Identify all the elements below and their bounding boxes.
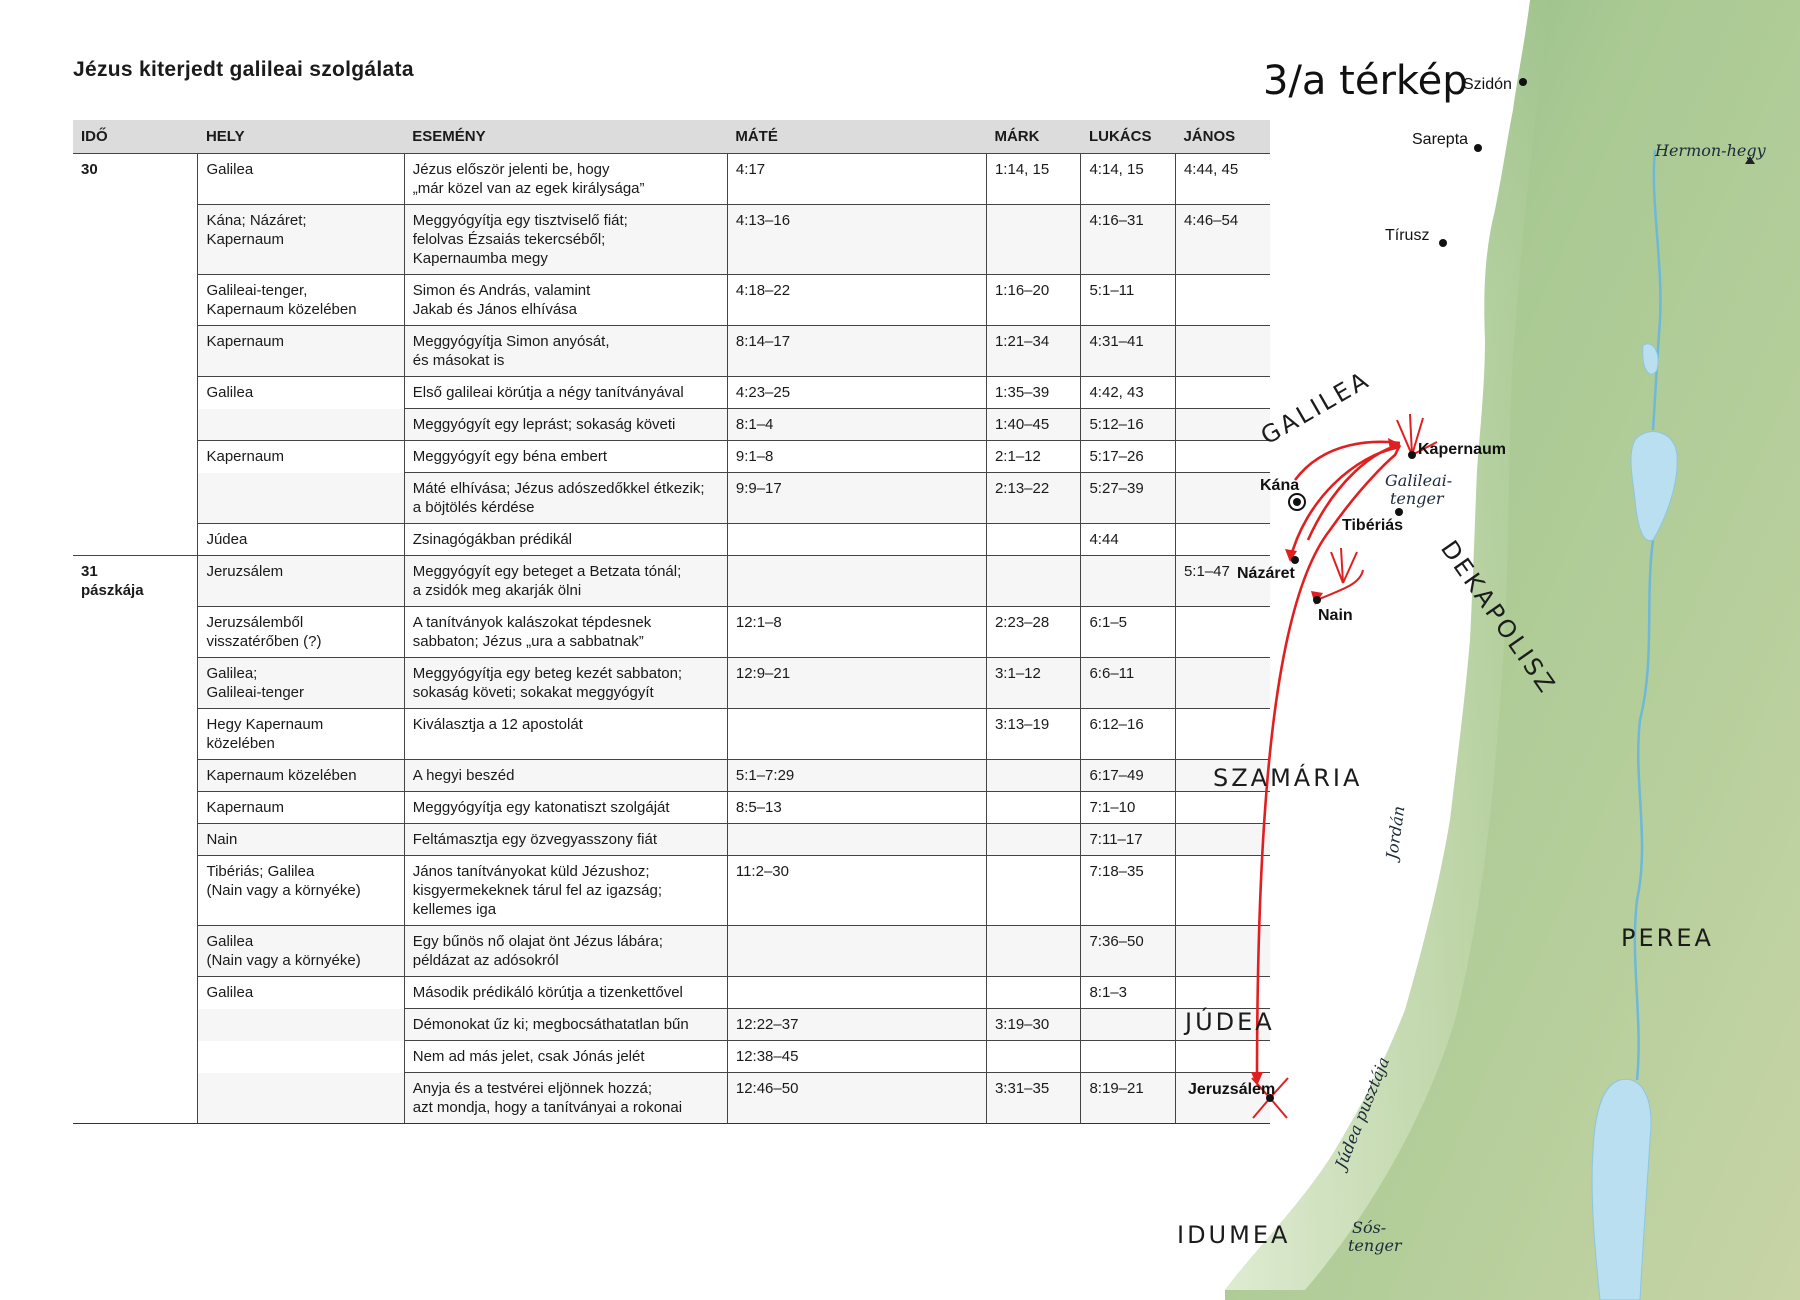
- cell-lukacs: [1081, 556, 1176, 607]
- cell-mate: 8:1–4: [727, 409, 986, 441]
- cell-mate: [727, 524, 986, 556]
- cell-mark: 1:16–20: [986, 275, 1081, 326]
- table-row: [73, 154, 1270, 205]
- table-header-row: [73, 120, 1270, 154]
- header-mate: MÁTÉ: [727, 120, 986, 154]
- cell-event: Zsinagógákban prédikál: [404, 524, 727, 556]
- cell-time: [73, 441, 198, 473]
- region-idumea: IDUMEA: [1177, 1221, 1291, 1249]
- label-hermon: Hermon-hegy: [1655, 141, 1766, 160]
- cell-mate: 12:9–21: [727, 658, 986, 709]
- cell-mark: 2:1–12: [986, 441, 1081, 473]
- table-row: [73, 326, 1270, 377]
- cell-mate: [727, 977, 986, 1009]
- cell-time: [73, 824, 198, 856]
- label-galilee-sea-1: Galileai-: [1385, 471, 1453, 490]
- table-row: [73, 856, 1270, 926]
- cell-mark: 3:13–19: [986, 709, 1081, 760]
- cell-mark: [986, 856, 1081, 926]
- cell-mate: 8:14–17: [727, 326, 986, 377]
- label-sarepta: Sarepta: [1412, 131, 1469, 148]
- dot-kapernaum: [1408, 451, 1416, 459]
- cell-event: Meggyógyítja egy tisztviselő fiát; felolvas Ézsaiás tekercséből; Kapernaumba megy: [404, 205, 727, 275]
- header-mark: MÁRK: [986, 120, 1081, 154]
- cell-time: [73, 709, 198, 760]
- cell-place: Galileai-tenger, Kapernaum közelében: [198, 275, 404, 326]
- cell-event: Meggyógyítja egy beteg kezét sabbaton; sokaság követi; sokakat meggyógyít: [404, 658, 727, 709]
- page-title: Jézus kiterjedt galileai szolgálata: [73, 58, 414, 81]
- cell-mate: 5:1–7:29: [727, 760, 986, 792]
- cell-lukacs: 7:11–17: [1081, 824, 1176, 856]
- label-kana: Kána: [1260, 477, 1300, 494]
- cell-place: Galilea: [198, 154, 404, 205]
- table-row: [73, 473, 1270, 524]
- cell-lukacs: 7:36–50: [1081, 926, 1176, 977]
- cell-mate: 4:13–16: [727, 205, 986, 275]
- dot-sarepta: [1474, 144, 1482, 152]
- cell-event: Meggyógyít egy leprást; sokaság követi: [404, 409, 727, 441]
- cell-mark: [986, 760, 1081, 792]
- table-row: [73, 409, 1270, 441]
- cell-lukacs: 6:12–16: [1081, 709, 1176, 760]
- cell-mate: 12:46–50: [727, 1073, 986, 1124]
- cell-lukacs: 6:6–11: [1081, 658, 1176, 709]
- cell-mark: [986, 926, 1081, 977]
- cell-place: Kapernaum közelében: [198, 760, 404, 792]
- cell-event: Simon és András, valamint Jakab és János elhívása: [404, 275, 727, 326]
- dot-nain: [1313, 596, 1321, 604]
- cell-place: [198, 1009, 404, 1041]
- cell-time: 30: [73, 154, 198, 205]
- cell-time: [73, 326, 198, 377]
- cell-mate: 12:38–45: [727, 1041, 986, 1073]
- region-perea: PEREA: [1621, 924, 1714, 952]
- label-nain: Nain: [1318, 607, 1353, 624]
- cell-lukacs: 5:12–16: [1081, 409, 1176, 441]
- cell-janos: 5:1–47: [1175, 556, 1270, 607]
- cell-event: Nem ad más jelet, csak Jónás jelét: [404, 1041, 727, 1073]
- cell-place: Hegy Kapernaum közelében: [198, 709, 404, 760]
- cell-janos: 4:46–54: [1175, 205, 1270, 275]
- label-nazaret: Názáret: [1237, 565, 1295, 582]
- cell-event: A tanítványok kalászokat tépdesnek sabbaton; Jézus „ura a sabbatnak”: [404, 607, 727, 658]
- cell-janos: 4:44, 45: [1175, 154, 1270, 205]
- dot-szidon: [1519, 78, 1527, 86]
- table-row: [73, 760, 1270, 792]
- cell-mark: [986, 524, 1081, 556]
- cell-mate: 12:22–37: [727, 1009, 986, 1041]
- cell-lukacs: 4:44: [1081, 524, 1176, 556]
- table-row: [73, 709, 1270, 760]
- cell-place: [198, 473, 404, 524]
- table-row: [73, 792, 1270, 824]
- cell-mark: 3:1–12: [986, 658, 1081, 709]
- cell-event: Második prédikáló körútja a tizenkettővel: [404, 977, 727, 1009]
- table-row: [73, 1073, 1270, 1124]
- cell-mate: 4:23–25: [727, 377, 986, 409]
- dead-sea: [1592, 1079, 1651, 1300]
- header-event: ESEMÉNY: [404, 120, 727, 154]
- header-time: IDŐ: [73, 120, 198, 154]
- cell-mark: [986, 556, 1081, 607]
- label-dead-sea-1: Sós-: [1352, 1218, 1387, 1237]
- cell-time: [73, 926, 198, 977]
- cell-event: Kiválasztja a 12 apostolát: [404, 709, 727, 760]
- label-jordan: Jordán: [1382, 804, 1409, 861]
- table-row: [73, 524, 1270, 556]
- label-galilee-sea-2: tenger: [1390, 489, 1444, 508]
- cell-event: A hegyi beszéd: [404, 760, 727, 792]
- label-szidon: Szidón: [1463, 76, 1512, 93]
- cell-mark: [986, 977, 1081, 1009]
- cell-lukacs: 5:27–39: [1081, 473, 1176, 524]
- cell-time: [73, 856, 198, 926]
- cell-time: [73, 792, 198, 824]
- region-judea: JÚDEA: [1185, 1008, 1275, 1036]
- cell-time: [73, 205, 198, 275]
- cell-mate: 9:9–17: [727, 473, 986, 524]
- cell-time: [73, 409, 198, 441]
- cell-place: Jeruzsálemből visszatérőben (?): [198, 607, 404, 658]
- route-arrows: [1257, 442, 1400, 1082]
- cell-mark: 2:23–28: [986, 607, 1081, 658]
- cell-time: [73, 275, 198, 326]
- cell-mate: 4:17: [727, 154, 986, 205]
- cell-lukacs: 4:42, 43: [1081, 377, 1176, 409]
- cell-lukacs: [1081, 1041, 1176, 1073]
- cell-mate: [727, 824, 986, 856]
- label-jeruzsalem: Jeruzsálem: [1188, 1081, 1276, 1098]
- cell-place: Kapernaum: [198, 326, 404, 377]
- table-row: [73, 977, 1270, 1009]
- table-row: [73, 658, 1270, 709]
- table-row: [73, 1009, 1270, 1041]
- region-szamaria: SZAMÁRIA: [1213, 764, 1363, 792]
- cell-lukacs: 5:1–11: [1081, 275, 1176, 326]
- cell-mark: [986, 1041, 1081, 1073]
- cell-event: Démonokat űz ki; megbocsáthatatlan bűn: [404, 1009, 727, 1041]
- header-janos: JÁNOS: [1175, 120, 1270, 154]
- events-table-wrapper: [73, 120, 1270, 1124]
- cell-lukacs: 8:1–3: [1081, 977, 1176, 1009]
- cell-time: [73, 524, 198, 556]
- cell-event: János tanítványokat küld Jézushoz; kisgyermekeknek tárul fel az igazság; kellemes iga: [404, 856, 727, 926]
- cell-place: [198, 1041, 404, 1073]
- cell-mark: 3:31–35: [986, 1073, 1081, 1124]
- cell-time: [73, 377, 198, 409]
- cell-mate: 8:5–13: [727, 792, 986, 824]
- cell-mark: [986, 824, 1081, 856]
- table-row: [73, 926, 1270, 977]
- cell-place: Galilea: [198, 977, 404, 1009]
- cell-time: 31 pászkája: [73, 556, 198, 607]
- region-galilea: GALILEA: [1256, 365, 1376, 451]
- cell-event: Meggyógyít egy béna embert: [404, 441, 727, 473]
- cell-time: [73, 760, 198, 792]
- cell-lukacs: 4:31–41: [1081, 326, 1176, 377]
- cell-event: Első galileai körútja a négy tanítványával: [404, 377, 727, 409]
- cell-event: Anyja és a testvérei eljönnek hozzá; azt mondja, hogy a tanítványai a rokonai: [404, 1073, 727, 1124]
- region-dekapolisz: DEKAPOLISZ: [1435, 535, 1562, 700]
- table-row: [73, 441, 1270, 473]
- cell-time: [73, 1041, 198, 1073]
- cell-mark: 1:21–34: [986, 326, 1081, 377]
- dot-tirusz: [1439, 239, 1447, 247]
- cell-place: Galilea; Galileai-tenger: [198, 658, 404, 709]
- table-row: [73, 824, 1270, 856]
- cell-event: Egy bűnös nő olajat önt Jézus lábára; példázat az adósokról: [404, 926, 727, 977]
- cell-lukacs: 7:18–35: [1081, 856, 1176, 926]
- cell-lukacs: 4:16–31: [1081, 205, 1176, 275]
- header-lukacs: LUKÁCS: [1081, 120, 1176, 154]
- cell-mate: [727, 926, 986, 977]
- cell-place: Galilea (Nain vagy a környéke): [198, 926, 404, 977]
- cell-event: Máté elhívása; Jézus adószedőkkel étkezik; a böjtölés kérdése: [404, 473, 727, 524]
- cell-mark: 3:19–30: [986, 1009, 1081, 1041]
- cell-place: Kapernaum: [198, 441, 404, 473]
- table-row: [73, 607, 1270, 658]
- cell-mate: [727, 709, 986, 760]
- cell-time: [73, 977, 198, 1009]
- cell-mate: 4:18–22: [727, 275, 986, 326]
- cell-mark: 2:13–22: [986, 473, 1081, 524]
- cell-mark: [986, 205, 1081, 275]
- cell-time: [73, 1009, 198, 1041]
- cell-mate: 11:2–30: [727, 856, 986, 926]
- cell-event: Feltámasztja egy özvegyasszony fiát: [404, 824, 727, 856]
- cell-time: [73, 473, 198, 524]
- cell-lukacs: 5:17–26: [1081, 441, 1176, 473]
- cell-place: Kapernaum: [198, 792, 404, 824]
- cell-lukacs: [1081, 1009, 1176, 1041]
- dot-tiberias: [1395, 508, 1403, 516]
- cell-place: Galilea: [198, 377, 404, 409]
- cell-time: [73, 1073, 198, 1124]
- cell-mark: [986, 792, 1081, 824]
- table-row: [73, 377, 1270, 409]
- cell-mark: 1:14, 15: [986, 154, 1081, 205]
- cell-event: Meggyógyítja egy katonatiszt szolgáját: [404, 792, 727, 824]
- cell-event: Jézus először jelenti be, hogy „már közel van az egek királysága”: [404, 154, 727, 205]
- cell-place: [198, 409, 404, 441]
- cell-lukacs: 8:19–21: [1081, 1073, 1176, 1124]
- cell-place: [198, 1073, 404, 1124]
- table-body: [73, 154, 1270, 1124]
- table-row: [73, 556, 1270, 607]
- cell-time: [73, 607, 198, 658]
- cell-mate: 9:1–8: [727, 441, 986, 473]
- cell-mate: [727, 556, 986, 607]
- cell-place: Jeruzsálem: [198, 556, 404, 607]
- dot-nazaret: [1291, 556, 1299, 564]
- label-dead-sea-2: tenger: [1348, 1236, 1402, 1255]
- cell-place: Kána; Názáret; Kapernaum: [198, 205, 404, 275]
- label-judea-wilderness: Júdea pusztája: [1331, 1054, 1394, 1172]
- cell-mark: 1:40–45: [986, 409, 1081, 441]
- label-tirusz: Tírusz: [1385, 227, 1430, 244]
- cell-event: Meggyógyít egy beteget a Betzata tónál; a zsidók meg akarják ölni: [404, 556, 727, 607]
- cell-place: Júdea: [198, 524, 404, 556]
- header-place: HELY: [198, 120, 404, 154]
- table-row: [73, 1041, 1270, 1073]
- cell-lukacs: 4:14, 15: [1081, 154, 1176, 205]
- cell-event: Meggyógyítja Simon anyósát, és másokat is: [404, 326, 727, 377]
- events-table: [73, 120, 1270, 1124]
- map-title: 3/a térkép: [1263, 58, 1468, 104]
- cell-place: Tibériás; Galilea (Nain vagy a környéke): [198, 856, 404, 926]
- cell-lukacs: 7:1–10: [1081, 792, 1176, 824]
- kana-marker-icon: [1289, 494, 1305, 510]
- label-tiberias: Tibériás: [1342, 517, 1404, 534]
- cell-time: [73, 658, 198, 709]
- label-kapernaum: Kapernaum: [1418, 441, 1507, 458]
- cell-place: Nain: [198, 824, 404, 856]
- cell-lukacs: 6:1–5: [1081, 607, 1176, 658]
- cell-mate: 12:1–8: [727, 607, 986, 658]
- table-row: [73, 205, 1270, 275]
- table-row: [73, 275, 1270, 326]
- cell-lukacs: 6:17–49: [1081, 760, 1176, 792]
- cell-mark: 1:35–39: [986, 377, 1081, 409]
